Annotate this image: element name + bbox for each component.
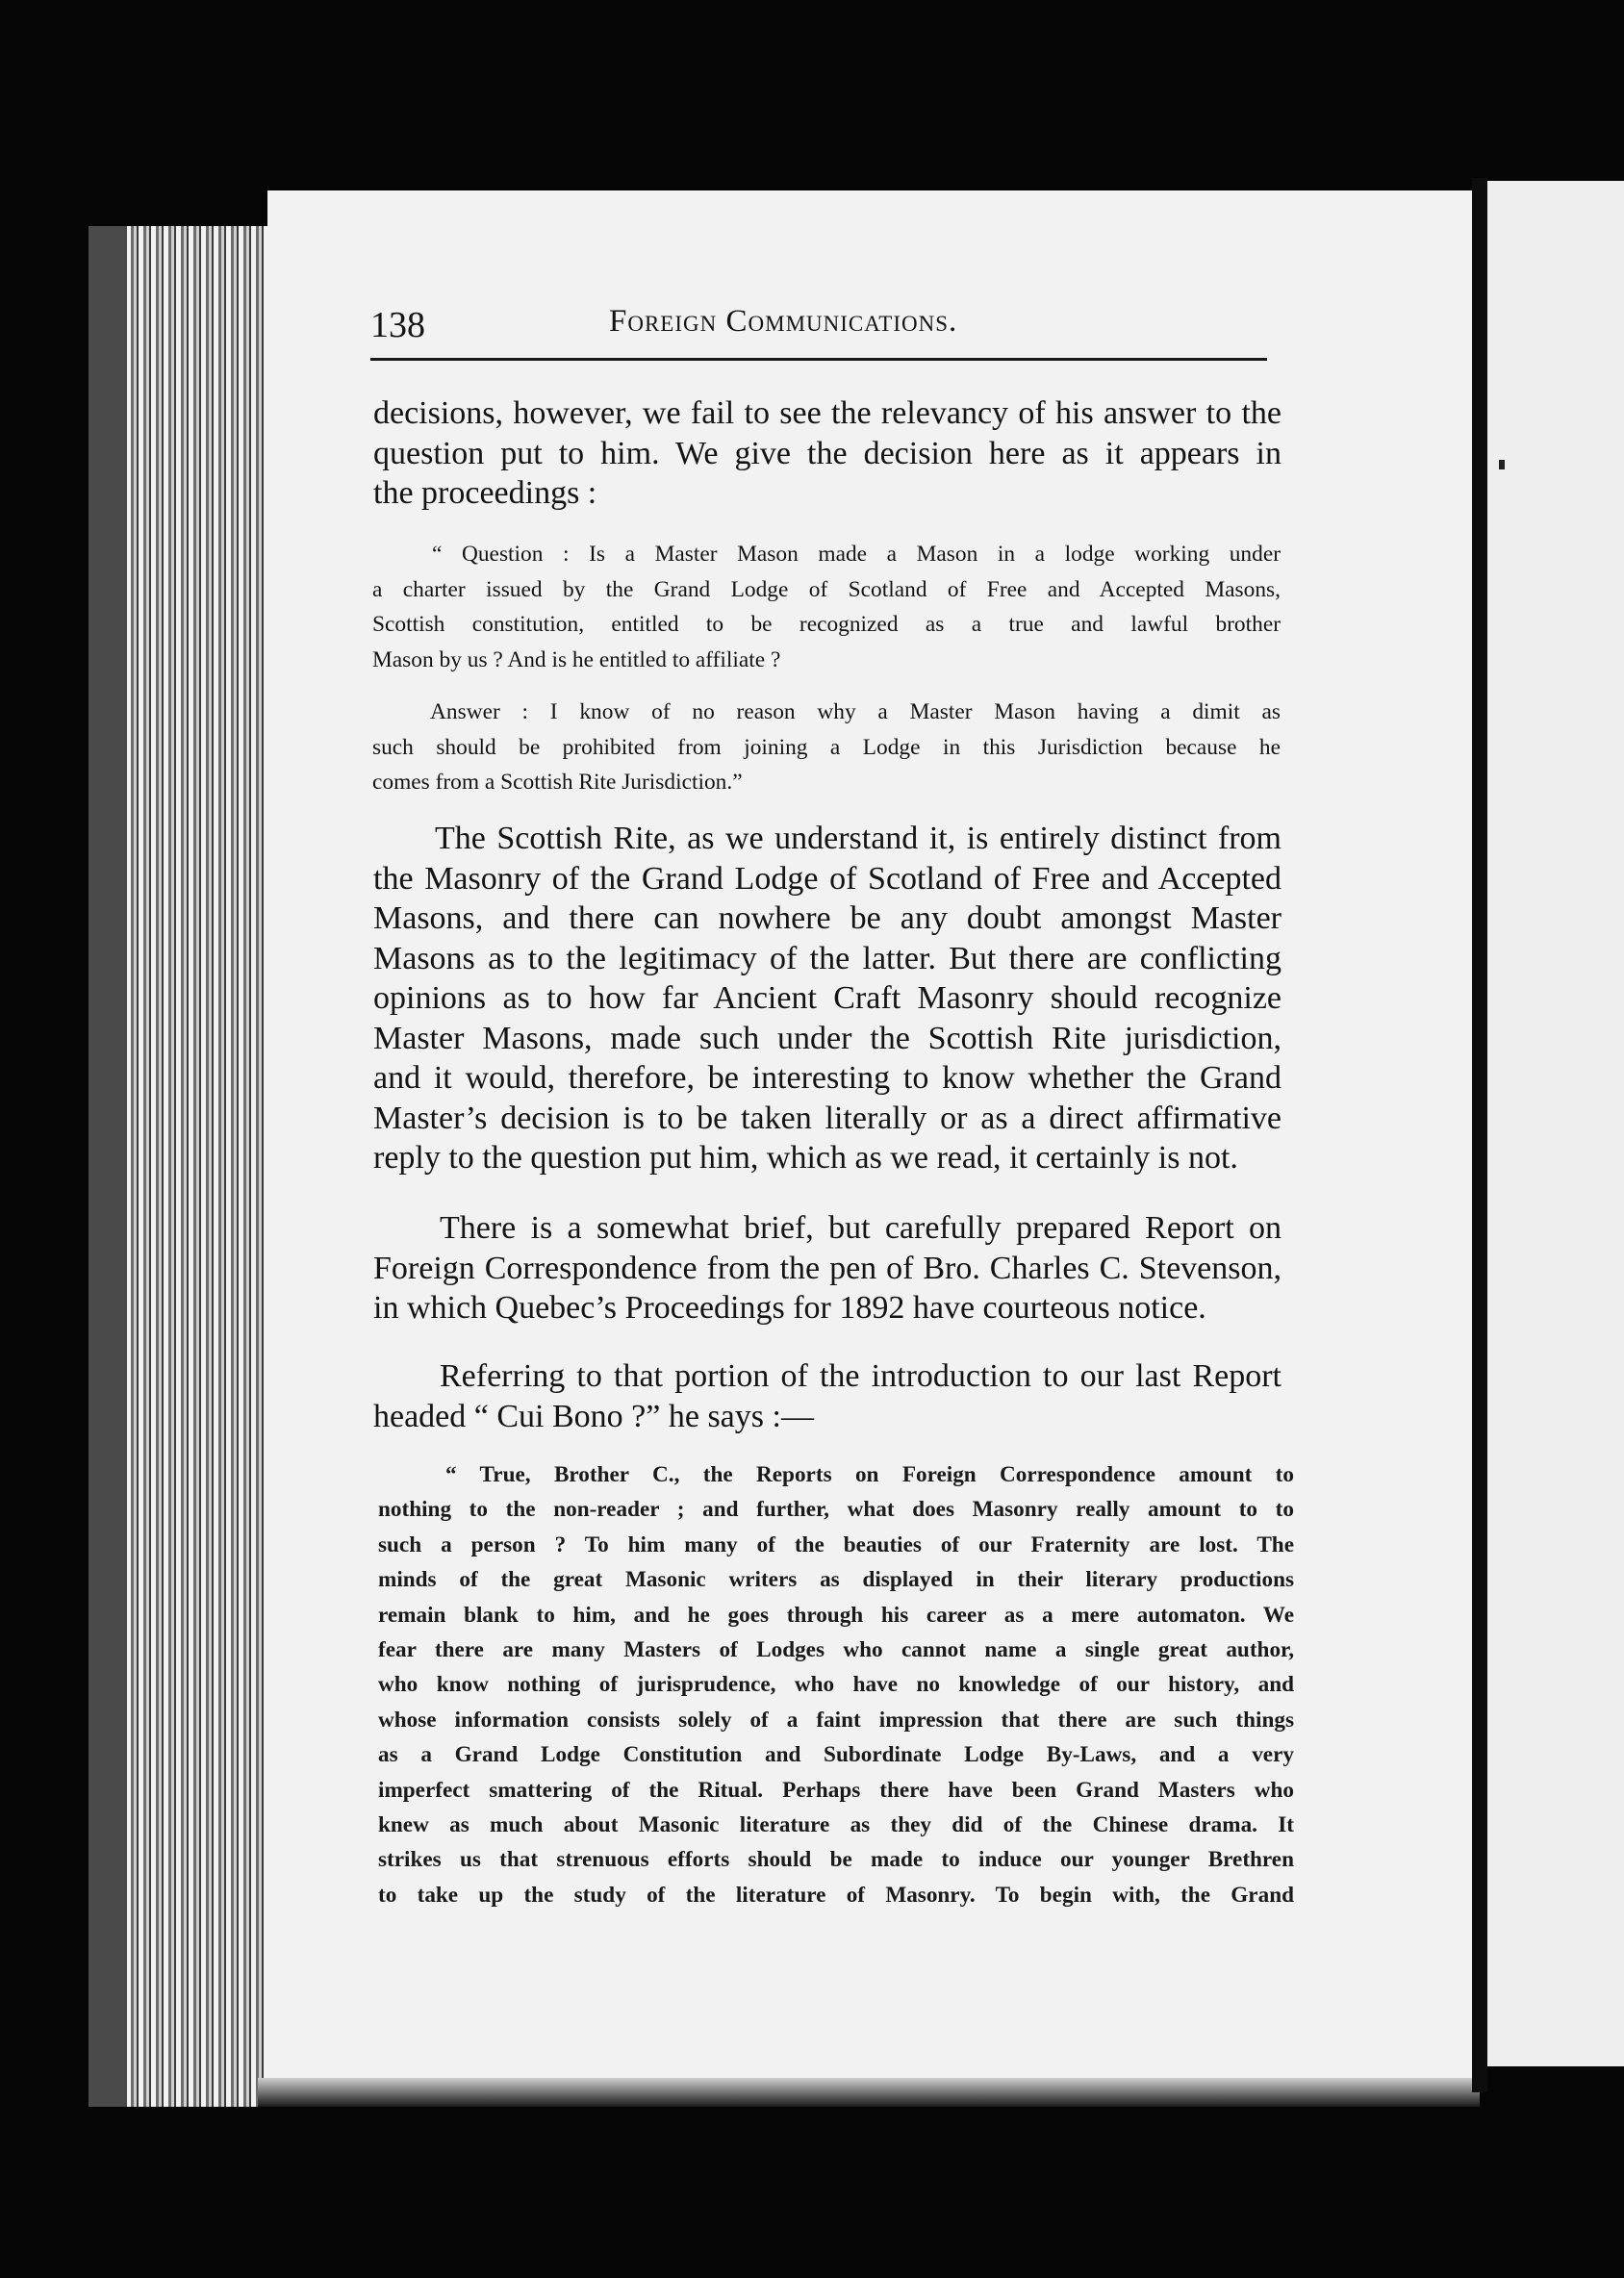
quote-line: fear there are many Masters of Lodges who cannot name a single great author, bbox=[378, 1637, 1294, 1663]
text-line: Master Masons, made such under the Scottish Rite jurisdiction, bbox=[373, 1020, 1281, 1056]
page-number: 138 bbox=[370, 305, 425, 345]
quote-line: remain blank to him, and he goes through his career as a mere automaton. We bbox=[378, 1602, 1294, 1628]
text-line: opinions as to how far Ancient Craft Masonry should recognize bbox=[373, 980, 1281, 1016]
book-cover-edge bbox=[89, 226, 127, 2107]
text-line: Foreign Correspondence from the pen of Bro. Charles C. Stevenson, bbox=[373, 1250, 1281, 1286]
paragraph-report bbox=[373, 1208, 1281, 1329]
quote-line: imperfect smattering of the Ritual. Perhaps there have been Grand Masters who bbox=[378, 1777, 1294, 1803]
text-line: The Scottish Rite, as we understand it, is entirely distinct from bbox=[435, 821, 1281, 856]
header-rule bbox=[370, 358, 1267, 361]
question-line: Scottish constitution, entitled to be recognized as a true and lawful brother bbox=[372, 612, 1281, 638]
facing-page-mark bbox=[1499, 460, 1505, 469]
text-line: question put to him. We give the decision here as it appears in bbox=[373, 435, 1281, 471]
answer-line: comes from a Scottish Rite Jurisdiction.” bbox=[372, 770, 743, 796]
paragraph-scottish-rite bbox=[373, 819, 1281, 1178]
book-gutter bbox=[1472, 178, 1487, 2092]
answer-line: Answer : I know of no reason why a Master Mason having a dimit as bbox=[430, 699, 1281, 724]
text-line: Masons, and there can nowhere be any doubt amongst Master bbox=[373, 900, 1281, 936]
text-line: and it would, therefore, be interesting to know whether the Grand bbox=[373, 1060, 1281, 1096]
text-line: There is a somewhat brief, but carefully prepared Report on bbox=[440, 1210, 1281, 1246]
text-line: reply to the question put him, which as we read, it certainly is not. bbox=[373, 1140, 1238, 1176]
running-header: Foreign Communications. bbox=[609, 304, 958, 339]
page-bottom-shadow bbox=[258, 2078, 1480, 2107]
quote-line: “ True, Brother C., the Reports on Foreign Correspondence amount to bbox=[445, 1462, 1294, 1487]
question-line: “ Question : Is a Master Mason made a Mason in a lodge working under bbox=[432, 542, 1281, 567]
text-line: the proceedings : bbox=[373, 475, 597, 511]
text-line: Master’s decision is to be taken literally or as a direct affirmative bbox=[373, 1100, 1281, 1136]
quote-line: who know nothing of jurisprudence, who have no knowledge of our history, and bbox=[378, 1672, 1294, 1698]
quote-line: as a Grand Lodge Constitution and Subordinate Lodge By-Laws, and a very bbox=[378, 1742, 1294, 1768]
quote-line: minds of the great Masonic writers as displayed in their literary productions bbox=[378, 1567, 1294, 1593]
quote-line: strikes us that strenuous efforts should be made to induce our younger Brethren bbox=[378, 1847, 1294, 1873]
quote-line: such a person ? To him many of the beauties of our Fraternity are lost. The bbox=[378, 1531, 1294, 1557]
text-line: the Masonry of the Grand Lodge of Scotland of Free and Accepted bbox=[373, 860, 1281, 897]
stevenson-quote bbox=[378, 1457, 1294, 1912]
question-line: Mason by us ? And is he entitled to affiliate ? bbox=[372, 646, 781, 672]
answer-line: such should be prohibited from joining a Lodge in this Jurisdiction because he bbox=[372, 734, 1281, 760]
paragraph-referring bbox=[373, 1356, 1281, 1436]
quote-line: knew as much about Masonic literature as they did of the Chinese drama. It bbox=[378, 1812, 1294, 1838]
text-line: Masons as to the legitimacy of the latter. But there are conflicting bbox=[373, 940, 1281, 976]
question-quote bbox=[372, 537, 1281, 677]
text-line: headed “ Cui Bono ?” he says :— bbox=[373, 1398, 814, 1434]
text-line: in which Quebec’s Proceedings for 1892 have courteous notice. bbox=[373, 1290, 1206, 1326]
text-line: Referring to that portion of the introduction to our last Report bbox=[440, 1358, 1281, 1394]
paragraph-opening bbox=[373, 393, 1281, 514]
quote-line: nothing to the non-reader ; and further, what does Masonry really amount to to bbox=[378, 1497, 1294, 1523]
quote-line: whose information consists solely of a faint impression that there are such things bbox=[378, 1707, 1294, 1733]
answer-quote bbox=[372, 695, 1281, 800]
question-line: a charter issued by the Grand Lodge of Scotland of Free and Accepted Masons, bbox=[372, 576, 1281, 602]
facing-page bbox=[1487, 181, 1624, 2066]
quote-line: to take up the study of the literature of Masonry. To begin with, the Grand bbox=[378, 1882, 1294, 1908]
text-line: decisions, however, we fail to see the relevancy of his answer to the bbox=[373, 395, 1281, 431]
